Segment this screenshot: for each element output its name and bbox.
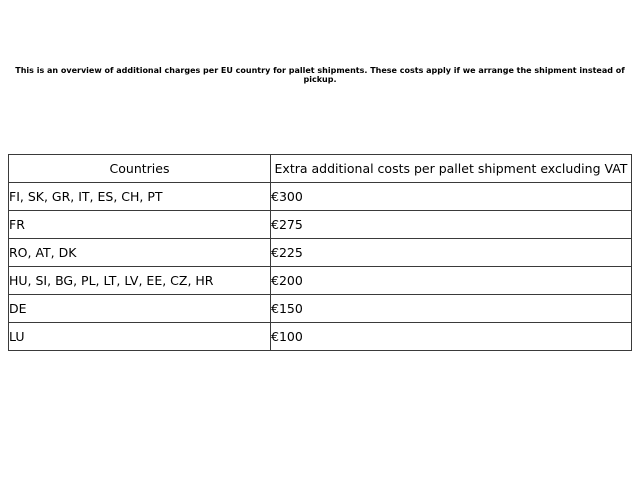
- header-cost: Extra additional costs per pallet shipment excluding VAT: [271, 155, 632, 183]
- cost-cell: €300: [271, 183, 632, 211]
- table-row: [9, 239, 632, 267]
- cost-cell: €150: [271, 295, 632, 323]
- countries-cell: FI, SK, GR, IT, ES, CH, PT: [9, 183, 271, 211]
- countries-cell: FR: [9, 211, 271, 239]
- table-row: [9, 183, 632, 211]
- countries-cell: HU, SI, BG, PL, LT, LV, EE, CZ, HR: [9, 267, 271, 295]
- charges-table: [8, 154, 632, 351]
- countries-cell: LU: [9, 323, 271, 351]
- table-row: [9, 323, 632, 351]
- countries-cell: DE: [9, 295, 271, 323]
- header-countries: Countries: [9, 155, 271, 183]
- table-row: [9, 211, 632, 239]
- table-row: [9, 267, 632, 295]
- cost-cell: €275: [271, 211, 632, 239]
- cost-cell: €100: [271, 323, 632, 351]
- table-row: [9, 295, 632, 323]
- table-header-row: [9, 155, 632, 183]
- cost-cell: €225: [271, 239, 632, 267]
- intro-text: This is an overview of additional charges per EU country for pallet shipments. These costs apply if we arrange the shipment instead of pickup.: [15, 66, 625, 84]
- countries-cell: RO, AT, DK: [9, 239, 271, 267]
- cost-cell: €200: [271, 267, 632, 295]
